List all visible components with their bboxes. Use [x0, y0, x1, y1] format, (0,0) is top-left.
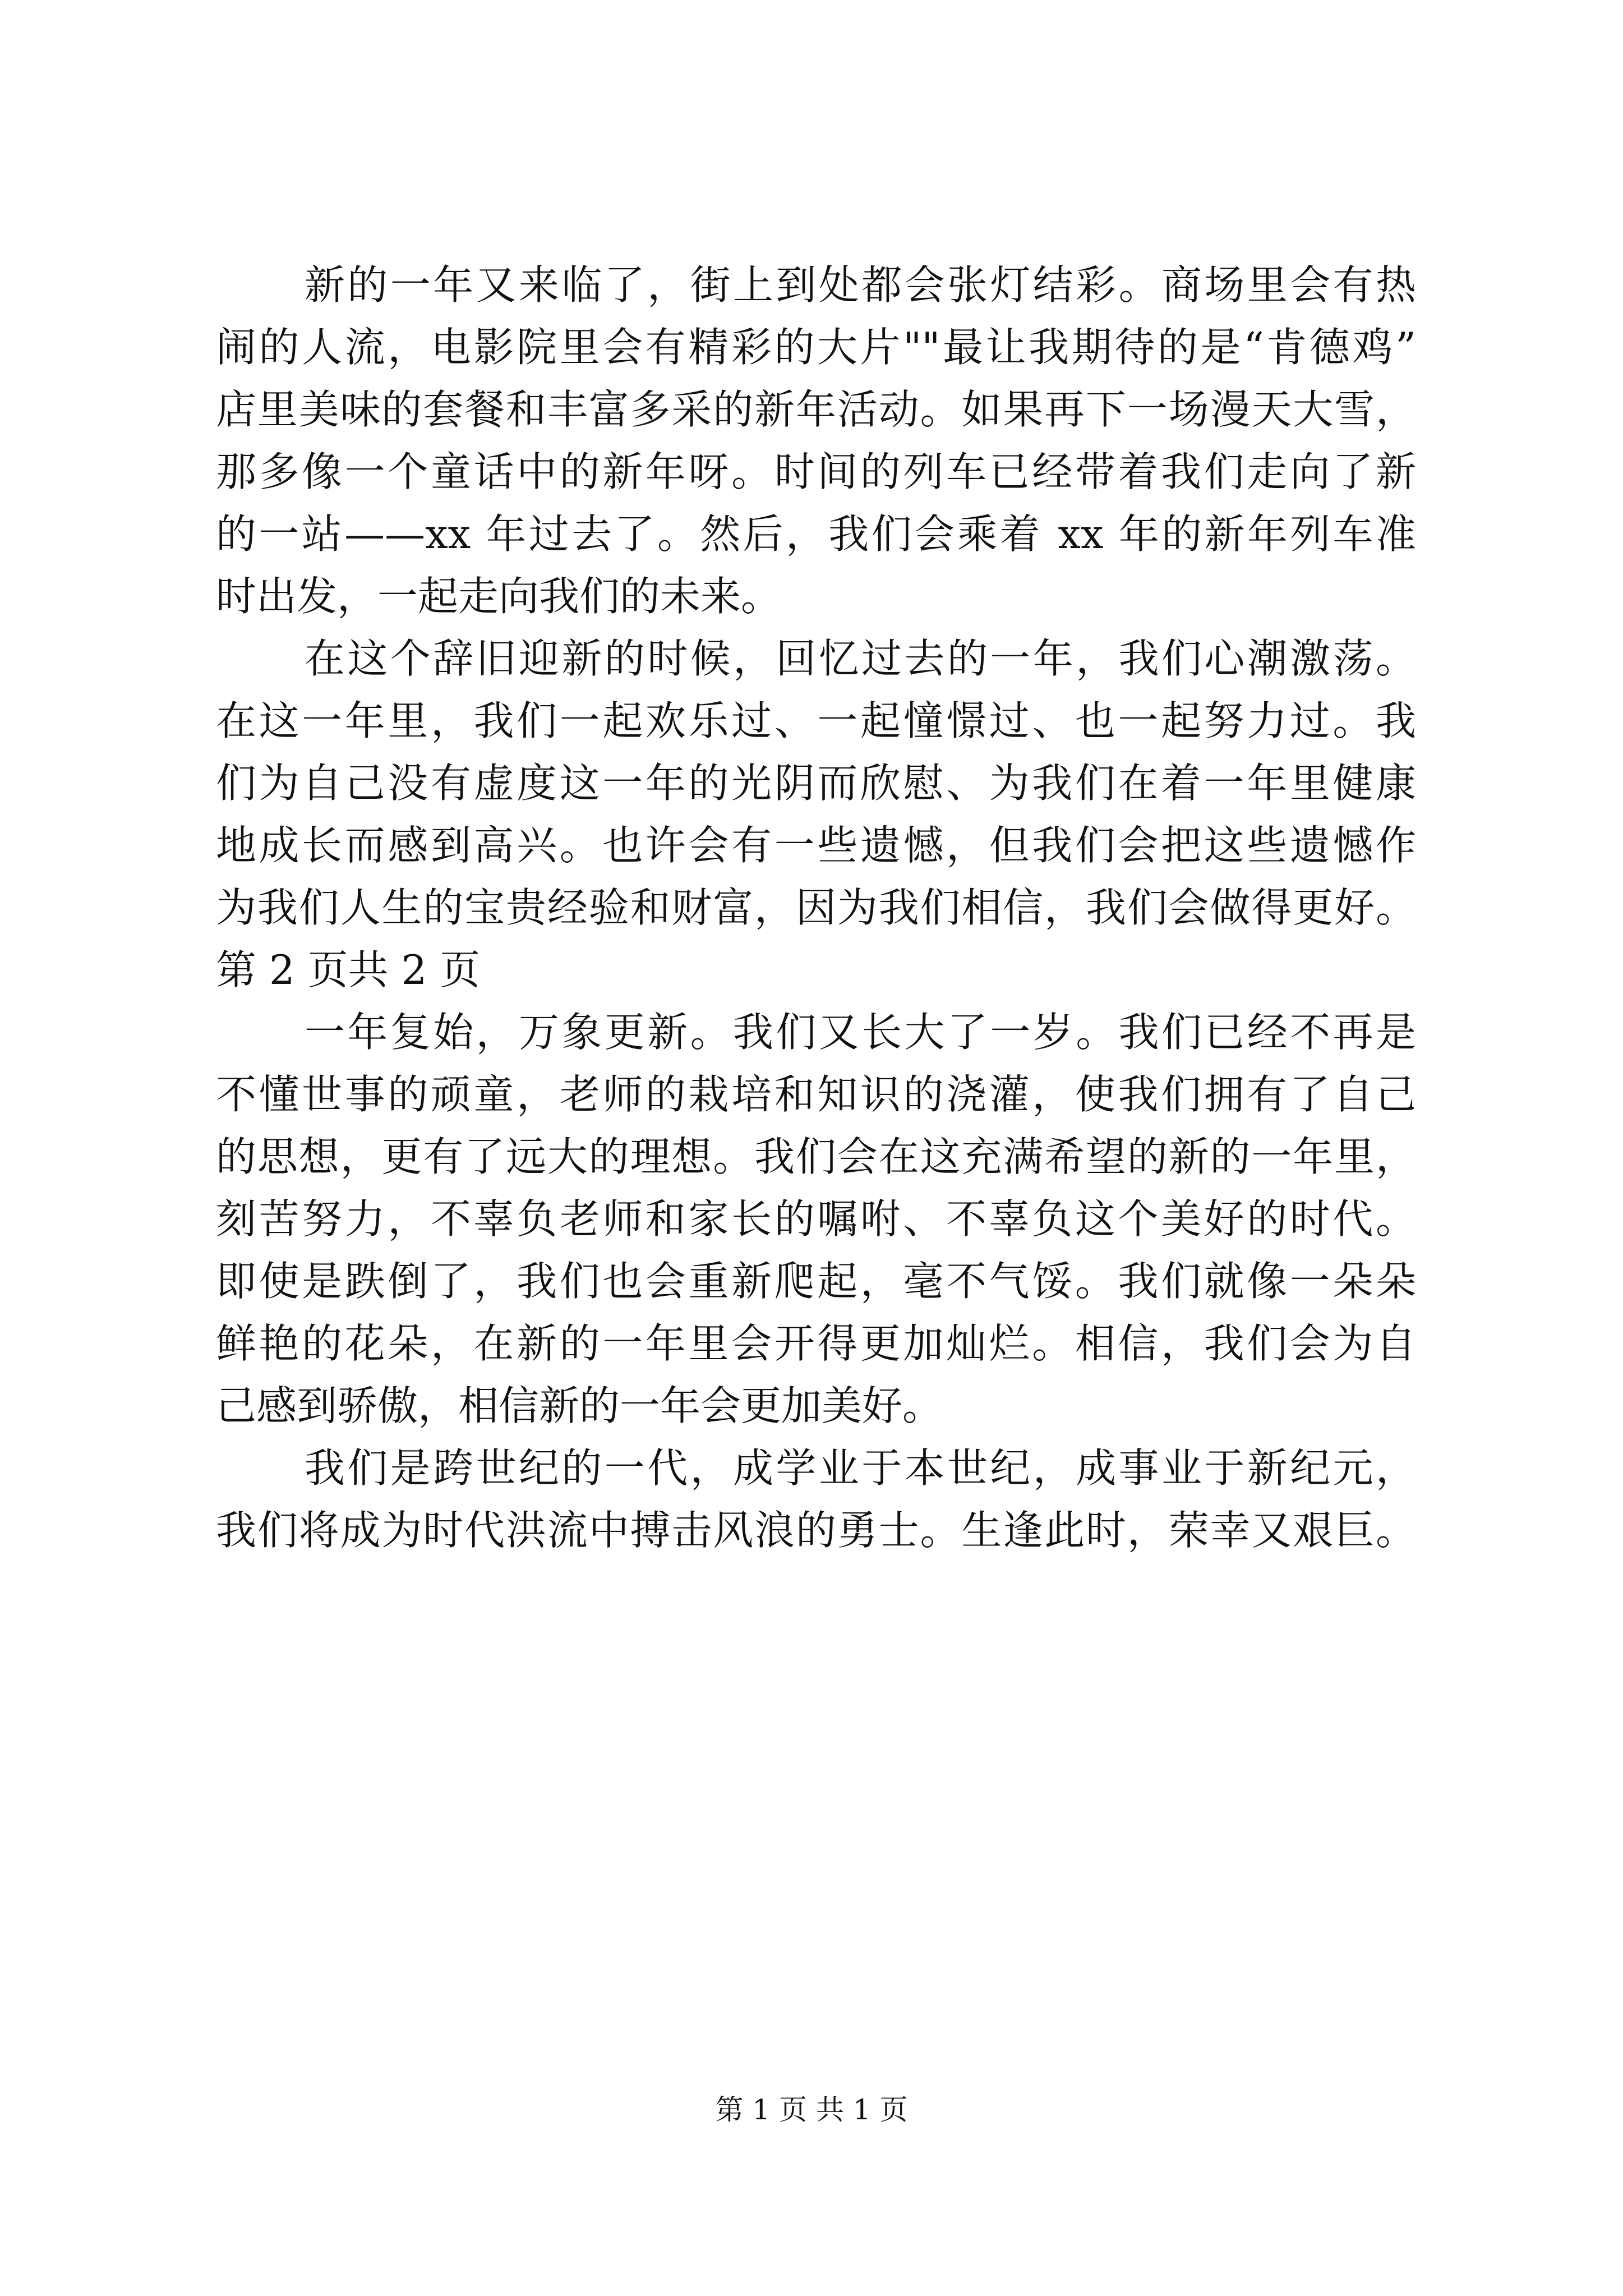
- paragraph-3-line-3: 的思想，更有了远大的理想。我们会在这充满希望的新的一年里，: [216, 1133, 1416, 1180]
- paragraph-2-line-5: 为我们人生的宝贵经验和财富，因为我们相信，我们会做得更好。: [216, 884, 1416, 931]
- inline-page-marker: 第 2 页共 2 页: [216, 946, 481, 993]
- document-body: [216, 255, 1416, 1562]
- paragraph-3-line-6: 鲜艳的花朵，在新的一年里会开得更加灿烂。相信，我们会为自: [216, 1320, 1416, 1367]
- paragraph-3-line-5: 即使是跌倒了，我们也会重新爬起，毫不气馁。我们就像一朵朵: [216, 1258, 1416, 1305]
- paragraph-1-line-2: 闹的人流，电影院里会有精彩的大片""最让我期待的是“肯德鸡”: [216, 324, 1416, 371]
- paragraph-4-line-2: 我们将成为时代洪流中搏击风浪的勇士。生逢此时，荣幸又艰巨。: [216, 1507, 1416, 1554]
- paragraph-1-line-6: 时出发，一起走向我们的未来。: [216, 573, 782, 620]
- paragraph-1-line-3: 店里美味的套餐和丰富多采的新年活动。如果再下一场漫天大雪，: [216, 386, 1416, 433]
- paragraph-1-line-1: 新的一年又来临了，街上到处都会张灯结彩。商场里会有热: [305, 261, 1416, 309]
- paragraph-4-line-1: 我们是跨世纪的一代，成学业于本世纪，成事业于新纪元，: [305, 1444, 1416, 1492]
- paragraph-3-line-7: 己感到骄傲，相信新的一年会更加美好。: [216, 1382, 943, 1429]
- paragraph-3-line-1: 一年复始，万象更新。我们又长大了一岁。我们已经不再是: [305, 1009, 1416, 1056]
- paragraph-1-line-4: 那多像一个童话中的新年呀。时间的列车已经带着我们走向了新: [216, 448, 1416, 495]
- paragraph-1-line-5: 的一站——xx 年过去了。然后，我们会乘着 xx 年的新年列车准: [216, 510, 1416, 558]
- paragraph-2-line-2: 在这一年里，我们一起欢乐过、一起憧憬过、也一起努力过。我: [216, 697, 1416, 744]
- paragraph-2-line-4: 地成长而感到高兴。也许会有一些遗憾，但我们会把这些遗憾作: [216, 822, 1416, 869]
- paragraph-2-line-1: 在这个辞旧迎新的时候，回忆过去的一年，我们心潮激荡。: [305, 635, 1416, 682]
- paragraph-3-line-4: 刻苦努力，不辜负老师和家长的嘱咐、不辜负这个美好的时代。: [216, 1195, 1416, 1243]
- paragraph-3-line-2: 不懂世事的顽童，老师的栽培和知识的浇灌，使我们拥有了自己: [216, 1071, 1416, 1118]
- page-footer: 第 1 页 共 1 页: [715, 2093, 908, 2126]
- paragraph-2-line-3: 们为自己没有虚度这一年的光阴而欣慰、为我们在着一年里健康: [216, 760, 1416, 807]
